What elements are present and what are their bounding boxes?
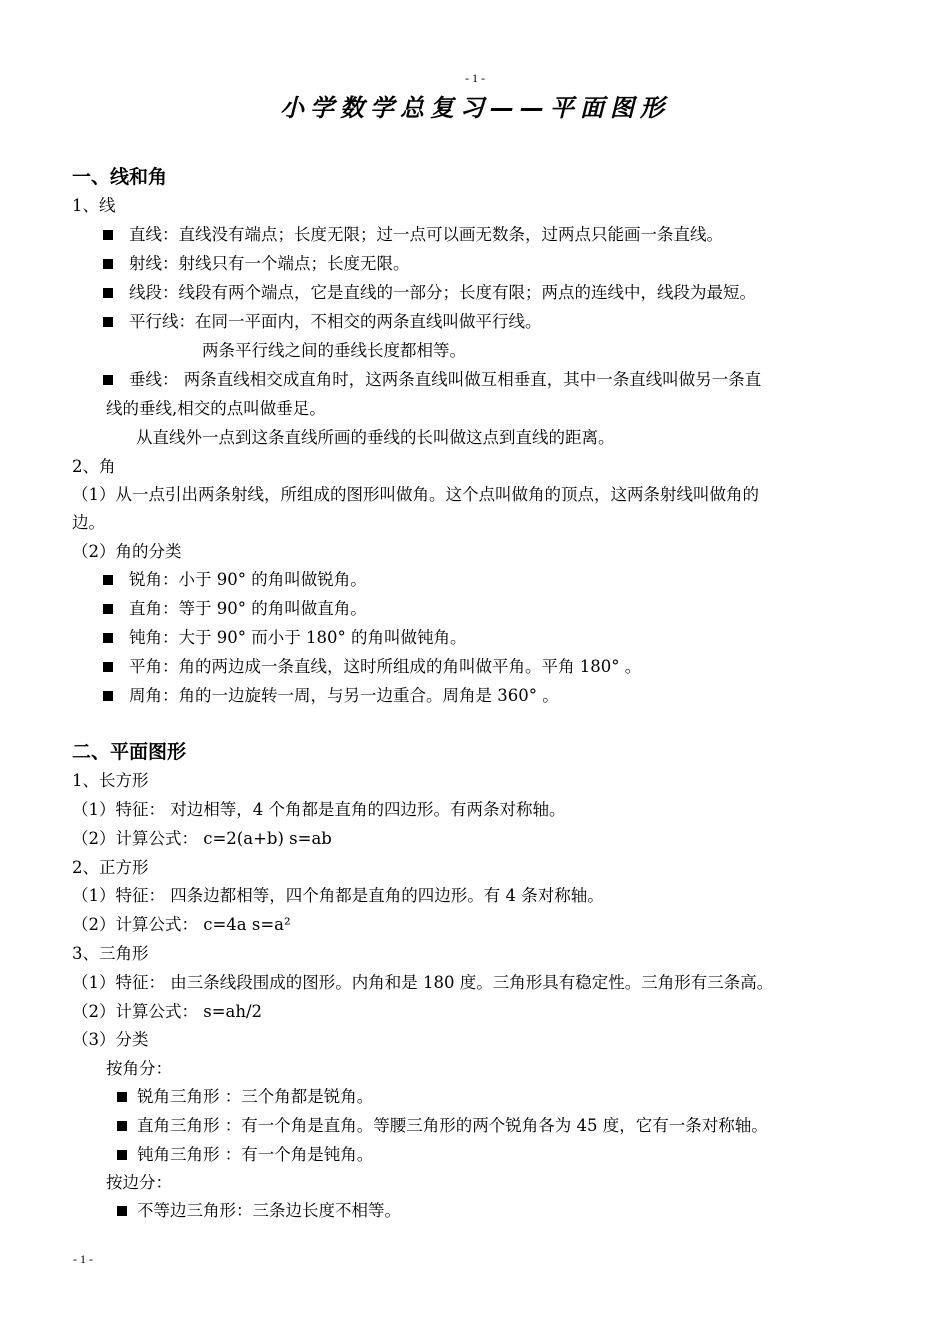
list-item: 平行线：在同一平面内，不相交的两条直线叫做平行线。 [103, 311, 542, 333]
list-item: 垂线： 两条直线相交成直角时，这两条直线叫做互相垂直，其中一条直线叫做另一条直 [103, 369, 761, 391]
subheading-rectangle: 1、长方形 [72, 771, 149, 790]
text-line: （1）从一点引出两条射线，所组成的图形叫做角。这个点叫做角的顶点，这两条射线叫做角的 [72, 485, 759, 504]
bullet-icon [103, 317, 113, 327]
section-heading-lines-angles: 一、线和角 [72, 166, 168, 188]
subheading-square: 2、正方形 [72, 858, 149, 877]
bullet-icon [103, 662, 113, 672]
list-item: 线段：线段有两个端点，它是直线的一部分；长度有限；两点的连线中，线段为最短。 [103, 282, 756, 304]
text-line: （2）计算公式： c=4a s=a² [72, 915, 291, 934]
text-line: 线的垂线,相交的点叫做垂足。 [106, 399, 326, 418]
bullet-icon [117, 1206, 127, 1216]
list-item: 周角：角的一边旋转一周，与另一边重合。周角是 360° 。 [103, 685, 559, 707]
bullet-icon [103, 604, 113, 614]
list-item: 直角：等于 90° 的角叫做直角。 [103, 598, 367, 620]
list-item: 锐角三角形 ：三个角都是锐角。 [117, 1086, 373, 1108]
bullet-icon [117, 1121, 127, 1131]
list-item: 直线：直线没有端点；长度无限；过一点可以画无数条，过两点只能画一条直线。 [103, 224, 723, 246]
subheading-angles: 2、角 [72, 457, 116, 476]
text-line: （3）分类 [72, 1030, 149, 1049]
text-line: 按角分： [106, 1059, 172, 1078]
bullet-icon [103, 633, 113, 643]
bullet-icon [117, 1092, 127, 1102]
subheading-triangle: 3、三角形 [72, 944, 149, 963]
list-item: 锐角：小于 90° 的角叫做锐角。 [103, 569, 367, 591]
list-item: 钝角：大于 90° 而小于 180° 的角叫做钝角。 [103, 627, 466, 649]
page-number-bottom: - 1 - [73, 1252, 93, 1266]
text-line: 从直线外一点到这条直线所画的垂线的长叫做这点到直线的距离。 [136, 428, 615, 447]
text-line: （2）角的分类 [72, 542, 182, 561]
list-item: 平角：角的两边成一条直线，这时所组成的角叫做平角。平角 180° 。 [103, 656, 641, 678]
bullet-icon [103, 259, 113, 269]
bullet-icon [103, 375, 113, 385]
page-title: 小学数学总复习——平面图形 [280, 94, 670, 122]
text-line: 按边分： [106, 1173, 172, 1192]
section-heading-plane-figures: 二、平面图形 [72, 741, 187, 763]
list-item: 直角三角形 ：有一个角是直角。等腰三角形的两个锐角各为 45 度，它有一条对称轴。 [117, 1115, 768, 1137]
list-item: 射线：射线只有一个端点；长度无限。 [103, 253, 410, 275]
text-line: （1）特征： 对边相等，4 个角都是直角的四边形。有两条对称轴。 [72, 800, 566, 819]
bullet-icon [117, 1150, 127, 1160]
bullet-icon [103, 230, 113, 240]
text-line: （1）特征： 四条边都相等，四个角都是直角的四边形。有 4 条对称轴。 [72, 886, 604, 905]
text-line: （1）特征： 由三条线段围成的图形。内角和是 180 度。三角形具有稳定性。三角形有三条高。 [72, 973, 774, 992]
bullet-icon [103, 288, 113, 298]
list-item: 不等边三角形：三条边长度不相等。 [117, 1200, 401, 1222]
page-number-top: - 1 - [465, 71, 485, 85]
text-line: 两条平行线之间的垂线长度都相等。 [202, 341, 466, 360]
bullet-icon [103, 575, 113, 585]
text-line: （2）计算公式： c=2(a+b) s=ab [72, 829, 332, 848]
text-line: 边。 [72, 513, 105, 532]
bullet-icon [103, 691, 113, 701]
text-line: （2）计算公式： s=ah/2 [72, 1002, 263, 1021]
subheading-lines: 1、线 [72, 196, 116, 215]
list-item: 钝角三角形 ：有一个角是钝角。 [117, 1144, 373, 1166]
